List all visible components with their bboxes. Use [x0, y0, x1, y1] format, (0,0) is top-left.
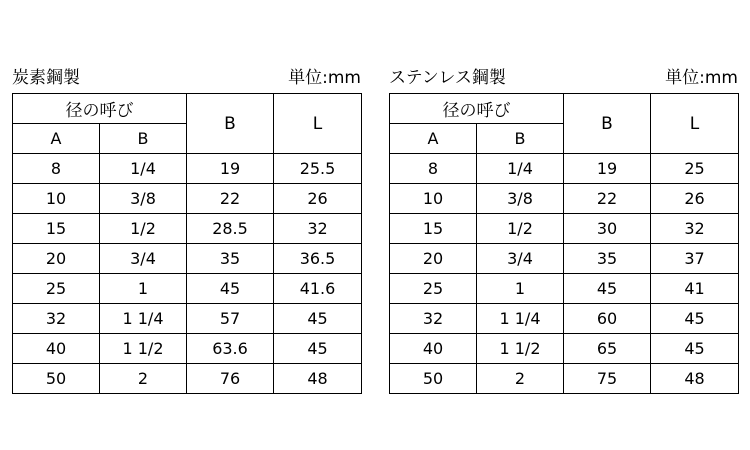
cell-size-b: 1 [477, 274, 564, 304]
table-row [390, 214, 739, 244]
cell-size-a: 32 [390, 304, 477, 334]
cell-size-b: 1 [100, 274, 187, 304]
cell-size-a: 10 [13, 184, 100, 214]
cell-dimension-b: 45 [187, 274, 274, 304]
cell-size-b: 3/4 [100, 244, 187, 274]
cell-dimension-l: 41.6 [274, 274, 362, 304]
header-nominal-size: 径の呼び [390, 94, 564, 124]
material-title: ステンレス鋼製 [389, 68, 506, 88]
cell-size-b: 1 1/2 [477, 334, 564, 364]
cell-dimension-b: 60 [564, 304, 651, 334]
cell-size-a: 20 [390, 244, 477, 274]
dimension-table [12, 93, 362, 394]
header-size-b: B [477, 124, 564, 154]
panel-header [12, 66, 361, 90]
panel-header [389, 66, 738, 90]
table-row [13, 304, 362, 334]
header-dimension-b: B [564, 94, 651, 154]
cell-dimension-b: 35 [187, 244, 274, 274]
dimension-table [389, 93, 739, 394]
unit-label: 単位:mm [665, 68, 738, 88]
header-size-a: A [390, 124, 477, 154]
cell-dimension-b: 19 [187, 154, 274, 184]
cell-dimension-l: 37 [651, 244, 739, 274]
cell-size-a: 50 [390, 364, 477, 394]
cell-size-a: 32 [13, 304, 100, 334]
cell-dimension-l: 26 [274, 184, 362, 214]
cell-size-a: 8 [13, 154, 100, 184]
table-row [390, 154, 739, 184]
cell-dimension-l: 25 [651, 154, 739, 184]
cell-size-b: 3/4 [477, 244, 564, 274]
cell-size-a: 8 [390, 154, 477, 184]
cell-size-b: 1 1/4 [100, 304, 187, 334]
cell-size-a: 10 [390, 184, 477, 214]
cell-dimension-l: 41 [651, 274, 739, 304]
cell-size-a: 15 [13, 214, 100, 244]
cell-size-a: 25 [13, 274, 100, 304]
table-row [13, 334, 362, 364]
cell-dimension-b: 28.5 [187, 214, 274, 244]
table-row [13, 214, 362, 244]
cell-size-b: 1 1/4 [477, 304, 564, 334]
cell-dimension-b: 76 [187, 364, 274, 394]
table-row [390, 364, 739, 394]
header-dimension-l: L [651, 94, 739, 154]
cell-dimension-b: 57 [187, 304, 274, 334]
cell-dimension-l: 36.5 [274, 244, 362, 274]
header-nominal-size: 径の呼び [13, 94, 187, 124]
cell-dimension-b: 22 [187, 184, 274, 214]
cell-size-b: 1/4 [477, 154, 564, 184]
table-row [13, 364, 362, 394]
cell-size-b: 3/8 [477, 184, 564, 214]
cell-dimension-b: 30 [564, 214, 651, 244]
cell-dimension-l: 48 [651, 364, 739, 394]
cell-dimension-b: 63.6 [187, 334, 274, 364]
table-row [13, 274, 362, 304]
cell-size-b: 1/2 [477, 214, 564, 244]
table-row [390, 304, 739, 334]
cell-size-b: 2 [477, 364, 564, 394]
cell-dimension-l: 25.5 [274, 154, 362, 184]
table-row [390, 244, 739, 274]
cell-size-a: 40 [13, 334, 100, 364]
cell-size-a: 25 [390, 274, 477, 304]
header-size-a: A [13, 124, 100, 154]
cell-size-b: 1/4 [100, 154, 187, 184]
table-body [13, 154, 362, 394]
header-dimension-l: L [274, 94, 362, 154]
table-row [13, 244, 362, 274]
unit-label: 単位:mm [288, 68, 361, 88]
cell-dimension-l: 45 [274, 334, 362, 364]
cell-size-b: 1 1/2 [100, 334, 187, 364]
cell-dimension-l: 45 [651, 304, 739, 334]
table-row [390, 334, 739, 364]
cell-size-a: 20 [13, 244, 100, 274]
cell-dimension-l: 45 [274, 304, 362, 334]
table-row [390, 274, 739, 304]
cell-size-b: 3/8 [100, 184, 187, 214]
material-title: 炭素鋼製 [12, 68, 80, 88]
table-row [390, 184, 739, 214]
table-row [13, 184, 362, 214]
header-dimension-b: B [187, 94, 274, 154]
cell-dimension-b: 45 [564, 274, 651, 304]
table-row [13, 154, 362, 184]
cell-dimension-b: 75 [564, 364, 651, 394]
cell-dimension-l: 32 [651, 214, 739, 244]
cell-size-b: 2 [100, 364, 187, 394]
cell-size-a: 15 [390, 214, 477, 244]
cell-dimension-b: 65 [564, 334, 651, 364]
cell-dimension-l: 48 [274, 364, 362, 394]
cell-dimension-b: 19 [564, 154, 651, 184]
cell-dimension-b: 35 [564, 244, 651, 274]
cell-dimension-l: 32 [274, 214, 362, 244]
header-size-b: B [100, 124, 187, 154]
table-body [390, 154, 739, 394]
cell-dimension-l: 45 [651, 334, 739, 364]
cell-size-b: 1/2 [100, 214, 187, 244]
cell-dimension-l: 26 [651, 184, 739, 214]
cell-size-a: 50 [13, 364, 100, 394]
cell-dimension-b: 22 [564, 184, 651, 214]
cell-size-a: 40 [390, 334, 477, 364]
